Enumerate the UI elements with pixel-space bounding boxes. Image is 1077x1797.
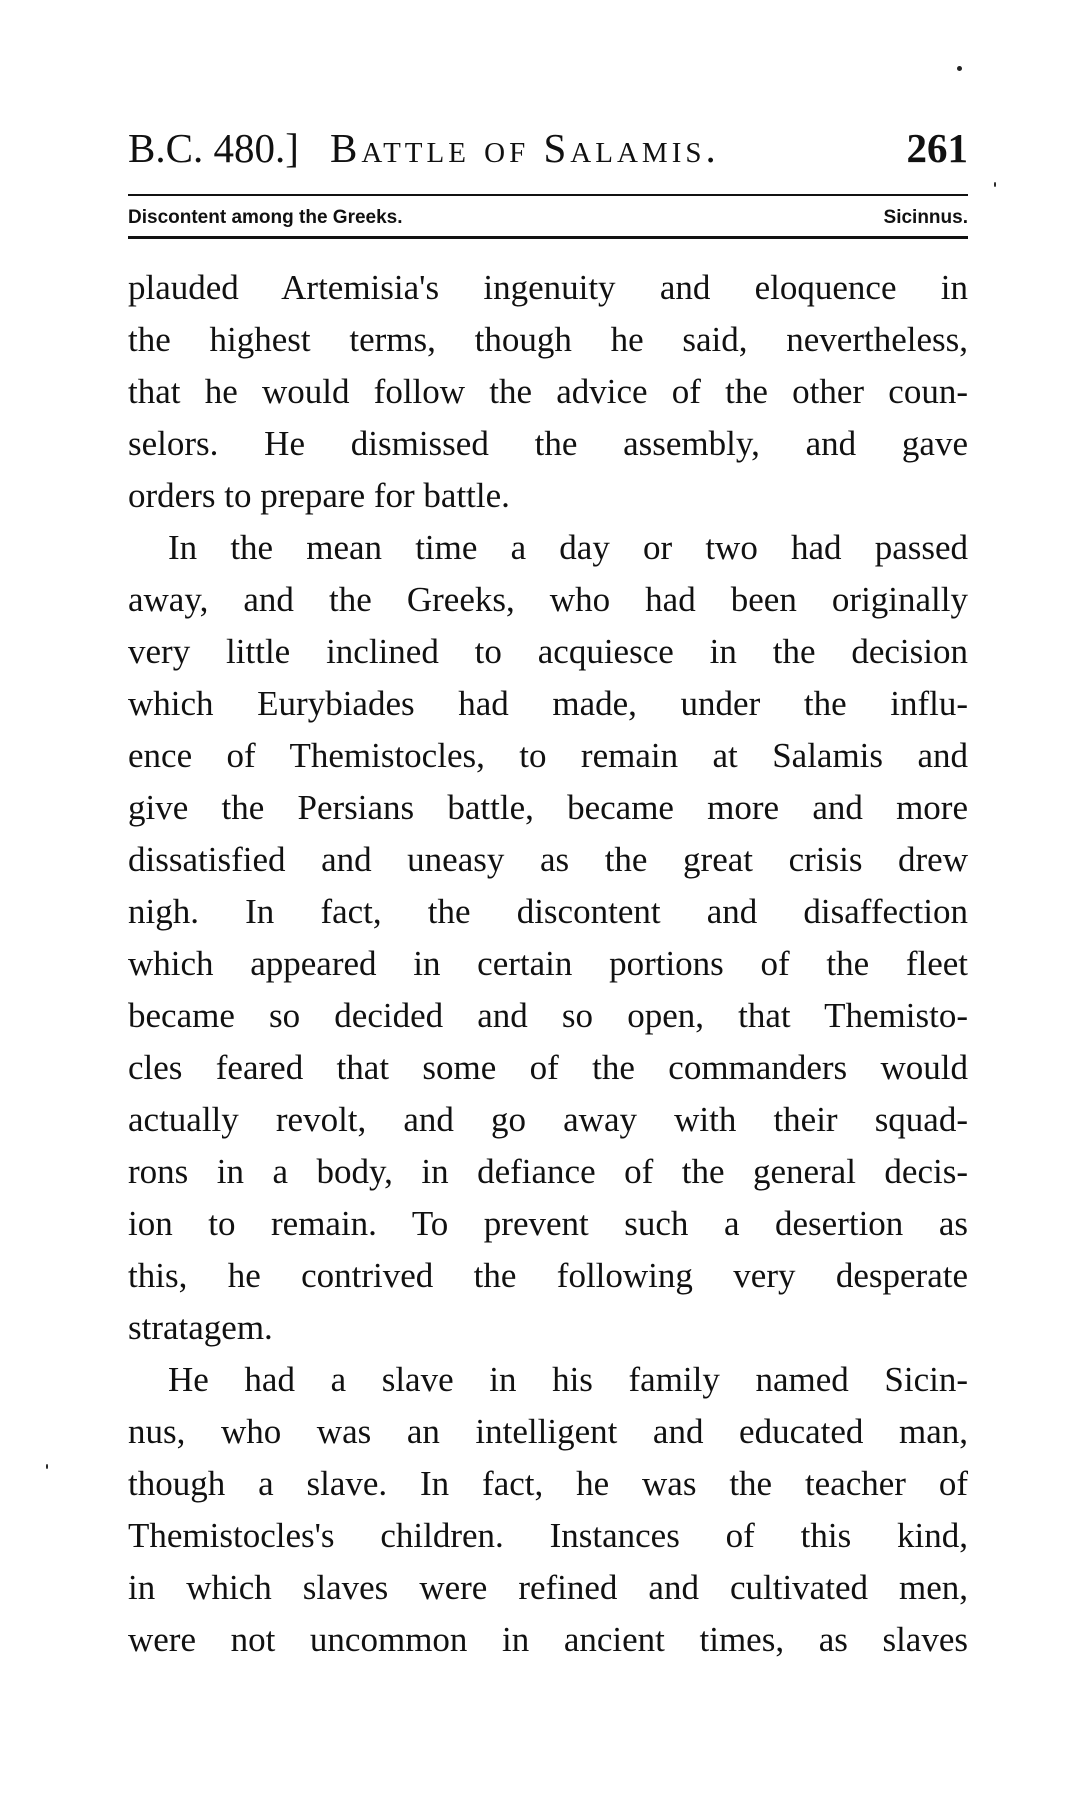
text-line: rons in a body, in defiance of the general decis-	[128, 1152, 968, 1191]
text-line: away, and the Greeks, who had been originally	[128, 580, 968, 619]
running-head	[128, 118, 968, 178]
text-line: cles feared that some of the commanders would	[128, 1048, 968, 1087]
text-line: stratagem.	[128, 1308, 273, 1347]
text-line: the highest terms, though he said, nevertheless,	[128, 320, 968, 359]
text-line: In the mean time a day or two had passed	[168, 528, 968, 567]
text-line: Themistocles's children. Instances of this kind,	[128, 1516, 968, 1555]
scan-speck	[46, 1464, 48, 1469]
marginal-subhead	[128, 203, 968, 233]
text-line: He had a slave in his family named Sicin-	[168, 1360, 968, 1399]
running-head-title: Battle of Salamis.	[330, 125, 720, 171]
subhead-topic: Discontent among the Greeks.	[128, 207, 403, 228]
page-number: 261	[906, 125, 968, 171]
scan-speck	[994, 182, 996, 187]
text-line: which Eurybiades had made, under the influ-	[128, 684, 968, 723]
text-line: ence of Themistocles, to remain at Salamis and	[128, 736, 968, 775]
header-rule-bottom	[128, 236, 968, 239]
text-line: though a slave. In fact, he was the teacher of	[128, 1464, 968, 1503]
subhead-keyword: Sicinnus.	[883, 207, 968, 228]
header-rule-top	[128, 194, 968, 196]
running-head-date: B.C. 480.]	[128, 125, 299, 171]
text-line: in which slaves were refined and cultivated men,	[128, 1568, 968, 1607]
text-line: ion to remain. To prevent such a desertion as	[128, 1204, 968, 1243]
text-line: which appeared in certain portions of the fleet	[128, 944, 968, 983]
text-line: nigh. In fact, the discontent and disaffection	[128, 892, 968, 931]
text-line: plauded Artemisia's ingenuity and eloquence in	[128, 268, 968, 307]
scan-speck	[957, 66, 962, 71]
text-line: selors. He dismissed the assembly, and gave	[128, 424, 968, 463]
text-line: dissatisfied and uneasy as the great crisis drew	[128, 840, 968, 879]
text-line: orders to prepare for battle.	[128, 476, 510, 515]
text-line: this, he contrived the following very desperate	[128, 1256, 968, 1295]
body-text	[128, 262, 968, 1666]
text-line: actually revolt, and go away with their squad-	[128, 1100, 968, 1139]
text-line: were not uncommon in ancient times, as slaves	[128, 1620, 968, 1659]
text-line: give the Persians battle, became more and more	[128, 788, 968, 827]
text-line: nus, who was an intelligent and educated man,	[128, 1412, 968, 1451]
text-line: that he would follow the advice of the other coun-	[128, 372, 968, 411]
text-line: became so decided and so open, that Themisto-	[128, 996, 968, 1035]
text-line: very little inclined to acquiesce in the decision	[128, 632, 968, 671]
